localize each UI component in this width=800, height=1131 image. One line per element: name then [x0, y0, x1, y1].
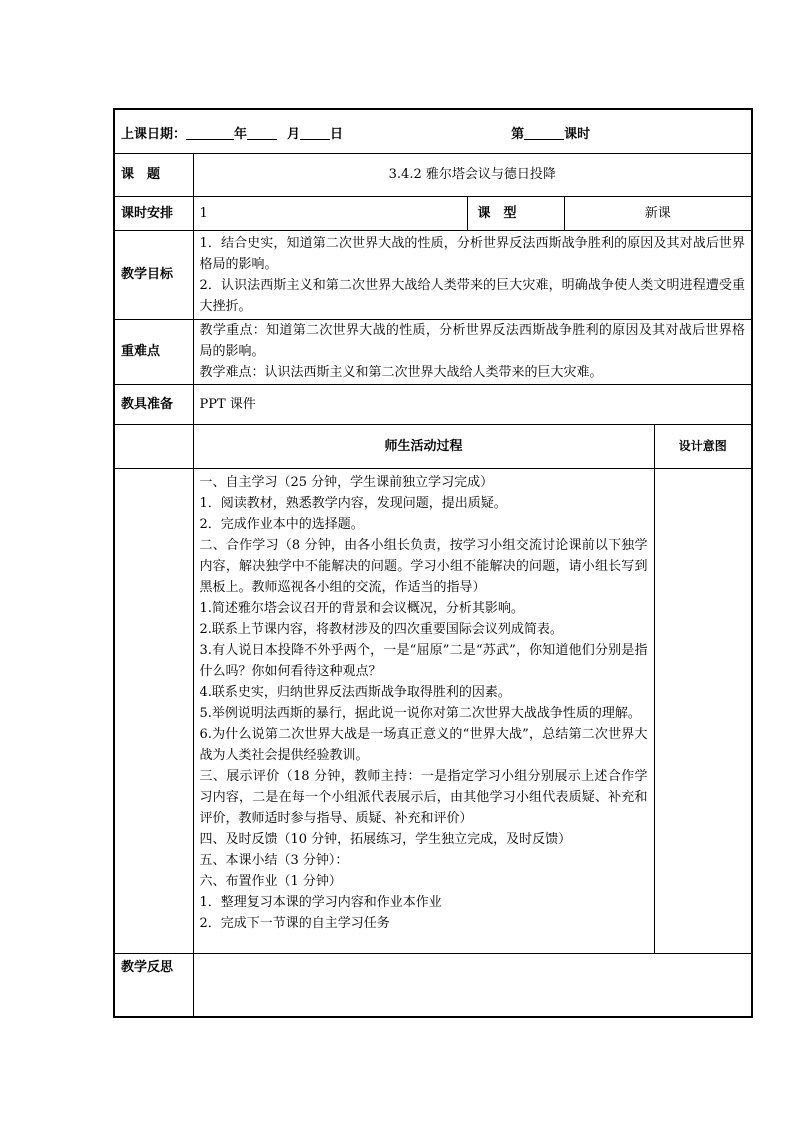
objective-item: 1．结合史实，知道第二次世界大战的性质，分析世界反法西斯战争胜利的原因及其对战后世界格局的影响。 [199, 235, 746, 272]
reflection-label: 教学反思 [114, 953, 193, 1017]
key-points-label: 重难点 [114, 319, 193, 384]
process-line: 四、及时反馈（10 分钟，拓展练习，学生独立完成，及时反馈） [199, 831, 572, 847]
design-intent-cell [654, 468, 752, 953]
process-line: 5.举例说明法西斯的暴行，据此说一说你对第二次世界大战战争性质的理解。 [199, 705, 641, 721]
process-line: 2．完成作业本中的选择题。 [199, 516, 364, 532]
objectives-content [193, 230, 752, 319]
period-blank[interactable] [524, 125, 564, 140]
process-line: 2.联系上节课内容，将教材涉及的四次重要国际会议列成简表。 [199, 621, 563, 637]
lesson-type-label: 课 型 [467, 196, 564, 230]
key-point-item: 教学难点：认识法西斯主义和第二次世界大战给人类带来的巨大灾难。 [199, 365, 603, 380]
lesson-type-value: 新课 [564, 196, 752, 230]
process-line: 三、展示评价（18 分钟，教师主持：一是指定学习小组分别展示上述合作学习内容，二是在每一个小组派代表展示后，由其他学习小组代表质疑、补充和评价，教师适时参与指导、质疑、补充和评价） [199, 768, 648, 826]
date-label: 上课日期： [121, 127, 187, 142]
year-blank[interactable] [186, 125, 234, 140]
topic-label: 课 题 [114, 153, 193, 196]
process-title: 师生活动过程 [193, 424, 654, 468]
day-label: 日 [330, 127, 344, 142]
month-label: 月 [287, 127, 301, 142]
day-blank[interactable] [300, 125, 330, 140]
process-line: 五、本课小结（3 分钟）： [199, 852, 349, 868]
month-blank[interactable] [247, 125, 277, 140]
header-row [114, 109, 752, 153]
process-content [193, 468, 654, 953]
key-point-item: 教学重点：知道第二次世界大战的性质，分析世界反法西斯战争胜利的原因及其对战后世界格局的影响。 [199, 323, 746, 359]
process-line: 6.为什么说第二次世界大战是一场真正意义的“世界大战”，总结第二次世界大战为人类社会提供经验教训。 [199, 726, 648, 763]
lesson-plan-table [113, 108, 753, 1018]
period-suffix: 课时 [564, 127, 591, 142]
process-line: 3.有人说日本投降不外乎两个，一是“屈原”二是“苏武”，你知道他们分别是指什么吗？你如何看待这种观点？ [199, 642, 648, 679]
reflection-content[interactable] [193, 953, 752, 1017]
tools-value: PPT 课件 [193, 384, 752, 424]
tools-label: 教具准备 [114, 384, 193, 424]
process-line: 1．阅读教材，熟悉教学内容，发现问题，提出质疑。 [199, 495, 507, 511]
schedule-value: 1 [193, 196, 467, 230]
topic-row [114, 153, 752, 196]
process-line: 六、布置作业（1 分钟） [199, 873, 342, 889]
key-points-row [114, 319, 752, 384]
process-row [114, 468, 752, 953]
process-line: 2．完成下一节课的自主学习任务 [199, 915, 390, 931]
topic-value: 3.4.2 雅尔塔会议与德日投降 [193, 153, 752, 196]
process-line: 1．整理复习本课的学习内容和作业本作业 [199, 894, 442, 910]
period-prefix: 第 [511, 127, 525, 142]
schedule-label: 课时安排 [114, 196, 193, 230]
process-line: 二、合作学习（8 分钟，由各小组长负责，按学习小组交流讨论课前以下独学内容，解决独学中不能解决的问题。学习小组不能解决的问题，请小组长写到黑板上。教师巡视各小组的交流，作适当的指导） [199, 537, 648, 595]
key-points-content [193, 319, 752, 384]
objectives-row [114, 230, 752, 319]
objectives-label: 教学目标 [114, 230, 193, 319]
reflection-row [114, 953, 752, 1017]
process-line: 一、自主学习（25 分钟，学生课前独立学习完成） [199, 474, 494, 490]
process-line: 4.联系史实，归纳世界反法西斯战争取得胜利的因素。 [199, 684, 511, 700]
schedule-row [114, 196, 752, 230]
year-label: 年 [234, 127, 248, 142]
design-intent-title: 设计意图 [654, 424, 752, 468]
process-line: 1.简述雅尔塔会议召开的背景和会议概况，分析其影响。 [199, 600, 524, 616]
tools-row [114, 384, 752, 424]
objective-item: 2．认识法西斯主义和第二次世界大战给人类带来的巨大灾难，明确战争使人类文明进程遭受重大挫折。 [199, 277, 746, 314]
process-header-row [114, 424, 752, 468]
